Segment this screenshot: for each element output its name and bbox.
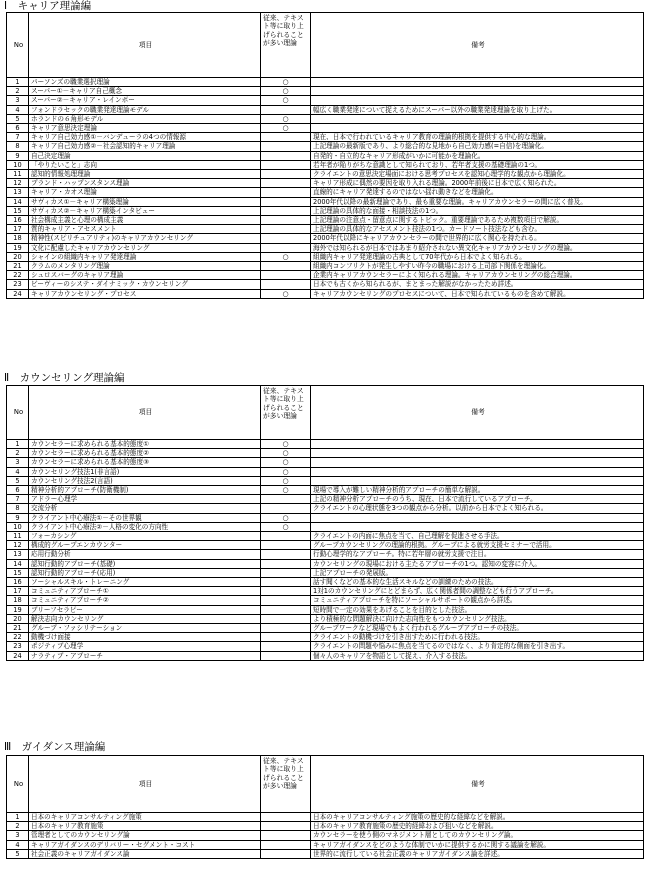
- row-item: 構成的グループエンカウンター: [29, 541, 261, 550]
- table-row: [7, 568, 644, 577]
- section-2-table: [6, 385, 644, 661]
- section-2-rows: [7, 440, 644, 661]
- section-2-title: Ⅱ カウンセリング理論編: [4, 372, 125, 384]
- section-1-table: [6, 12, 644, 299]
- row-item: ナラティブ・アプローチ: [29, 651, 261, 660]
- row-no: 12: [7, 179, 29, 188]
- row-no: 7: [7, 133, 29, 142]
- section-1-rows: [7, 78, 644, 299]
- table-row: [7, 522, 644, 531]
- row-no: 5: [7, 476, 29, 485]
- row-item: ポジティブ心理学: [29, 642, 261, 651]
- row-flag-mark: ○: [261, 252, 311, 261]
- row-note: クライエントの意思決定場面における思考プロセスを認知心理学的な観点から理論化。: [311, 170, 644, 179]
- table-row: [7, 840, 644, 849]
- row-flag-mark: ○: [261, 449, 311, 458]
- row-note: コミュニティアプローチを特にソーシャルサポートの観点から詳述。: [311, 596, 644, 605]
- row-no: 19: [7, 605, 29, 614]
- row-no: 19: [7, 243, 29, 252]
- row-note: [311, 467, 644, 476]
- table-row: [7, 160, 644, 169]
- table-row: [7, 124, 644, 133]
- row-item: 認知的情報処理理論: [29, 170, 261, 179]
- header-flag: 従来、テキスト等に取り上げられることが多い理論: [261, 13, 311, 78]
- table-row: [7, 614, 644, 623]
- row-item: コミュニティアプローチ②: [29, 596, 261, 605]
- table-row: [7, 289, 644, 298]
- row-note: [311, 124, 644, 133]
- row-item: カウンセリング技法1(非言語): [29, 467, 261, 476]
- table-row: [7, 849, 644, 858]
- header-note: 備考: [311, 386, 644, 440]
- row-no: 16: [7, 578, 29, 587]
- row-no: 10: [7, 522, 29, 531]
- row-note: 上記アプローチの発展版。: [311, 568, 644, 577]
- row-note: [311, 78, 644, 87]
- table-row: [7, 458, 644, 467]
- section-1-title: Ⅰ キャリア理論編: [4, 0, 92, 12]
- row-flag-mark: [261, 849, 311, 858]
- row-flag-mark: ○: [261, 458, 311, 467]
- row-item: キャリア意思決定理論: [29, 124, 261, 133]
- table-row: [7, 440, 644, 449]
- table-row: [7, 813, 644, 822]
- row-flag-mark: [261, 633, 311, 642]
- row-item: クラムのメンタリング理論: [29, 262, 261, 271]
- table-row: [7, 105, 644, 114]
- row-note: 上記理論の具体的な面接・相談技法の1つ。: [311, 206, 644, 215]
- row-item: 日本のキャリアコンサルティング施策: [29, 813, 261, 822]
- row-note: 組織内キャリア発達理論の古典として70年代から日本でよく知られる。: [311, 252, 644, 261]
- row-item: ブリーフセラピー: [29, 605, 261, 614]
- row-note: 2000年代以降にキャリアカウンセラーの間で世界的に広く関心を持たれる。: [311, 234, 644, 243]
- row-no: 23: [7, 280, 29, 289]
- row-no: 22: [7, 633, 29, 642]
- row-flag-mark: ○: [261, 87, 311, 96]
- row-note: 日本のキャリアコンサルティング施策の歴史的な経緯などを解説。: [311, 813, 644, 822]
- row-flag-mark: [261, 578, 311, 587]
- header-item: 項目: [29, 756, 261, 813]
- row-note: 世界的に流行している社会正義のキャリアガイダンス論を詳述。: [311, 849, 644, 858]
- row-flag-mark: [261, 651, 311, 660]
- table-row: [7, 532, 644, 541]
- table-row: [7, 596, 644, 605]
- row-note: [311, 96, 644, 105]
- row-note: 幅広く職業発達について捉えるためにスーパー以外の職業発達理論を取り上げた。: [311, 105, 644, 114]
- row-note: 短時間で一定の効果をあげることを目的とした技法。: [311, 605, 644, 614]
- row-note: 現在、日本で行われているキャリア教育の理論的根拠を提供する中心的な理論。: [311, 133, 644, 142]
- row-note: 自発的・自立的なキャリア形成がいかに可能かを理論化。: [311, 151, 644, 160]
- row-flag-mark: [261, 495, 311, 504]
- row-no: 4: [7, 105, 29, 114]
- row-note: 組織内コンフリクトが発生しやすい昨今の職場における上司部下関係を理論化。: [311, 262, 644, 271]
- row-item: グループ・ファシリテーション: [29, 624, 261, 633]
- row-flag-mark: [261, 142, 311, 151]
- row-flag-mark: [261, 262, 311, 271]
- row-note: グループカウンセリングの理論的根拠。グループによる就労支援セミナーで活用。: [311, 541, 644, 550]
- row-no: 15: [7, 206, 29, 215]
- row-flag-mark: [261, 225, 311, 234]
- table-row: [7, 449, 644, 458]
- row-note: [311, 522, 644, 531]
- row-flag-mark: [261, 840, 311, 849]
- row-item: クライアント中心療法②－人格の変化の方向性: [29, 522, 261, 531]
- row-note: キャリアガイダンスをどのような体制でいかに提供するかに関する議論を解説。: [311, 840, 644, 849]
- row-flag-mark: ○: [261, 124, 311, 133]
- row-no: 1: [7, 813, 29, 822]
- row-note: 2000年代以降の最新理論であり、最も重要な理論。キャリアカウンセラーの間に広く普及。: [311, 197, 644, 206]
- row-flag-mark: [261, 568, 311, 577]
- row-no: 13: [7, 188, 29, 197]
- row-note: 現場で導入が難しい精神分析的アプローチの簡単な解説。: [311, 486, 644, 495]
- row-note: 行動心理学的なアプローチ。特に若年層の就労支援で注目。: [311, 550, 644, 559]
- row-item: 社会構成主義と心理の構成主義: [29, 216, 261, 225]
- row-no: 12: [7, 541, 29, 550]
- row-item: 「やりたいこと」志向: [29, 160, 261, 169]
- row-no: 3: [7, 458, 29, 467]
- row-no: 7: [7, 495, 29, 504]
- row-item: コミュニティアプローチ①: [29, 587, 261, 596]
- row-no: 1: [7, 78, 29, 87]
- table-row: [7, 206, 644, 215]
- table-row: [7, 642, 644, 651]
- row-note: 話す聞くなどの基本的な生活スキルなどの訓練のための技法。: [311, 578, 644, 587]
- row-no: 2: [7, 87, 29, 96]
- row-item: サヴィカス②－キャリア構築インタビュー: [29, 206, 261, 215]
- table-row: [7, 170, 644, 179]
- row-item: 交流分析: [29, 504, 261, 513]
- table-row: [7, 271, 644, 280]
- row-flag-mark: [261, 822, 311, 831]
- row-flag-mark: [261, 813, 311, 822]
- row-item: アドラー心理学: [29, 495, 261, 504]
- row-no: 20: [7, 614, 29, 623]
- header-flag: 従来、テキスト等に取り上げられることが多い理論: [261, 756, 311, 813]
- row-note: 上記の精神分析アプローチのうち、現在、日本で流行しているアプローチ。: [311, 495, 644, 504]
- row-flag-mark: [261, 541, 311, 550]
- row-note: 企業内キャリアカウンセラーによく知られる理論。キャリアカウンセリングの総合理論。: [311, 271, 644, 280]
- row-no: 22: [7, 271, 29, 280]
- row-flag-mark: [261, 605, 311, 614]
- table-row: [7, 87, 644, 96]
- header-note: 備考: [311, 13, 644, 78]
- row-flag-mark: [261, 179, 311, 188]
- row-item: クライアント中心療法①－その世界観: [29, 513, 261, 522]
- table-row: [7, 513, 644, 522]
- row-item: カウンセラーに求められる基本的態度③: [29, 458, 261, 467]
- row-flag-mark: [261, 587, 311, 596]
- row-no: 5: [7, 849, 29, 858]
- table-row: [7, 467, 644, 476]
- row-no: 6: [7, 486, 29, 495]
- row-flag-mark: [261, 188, 311, 197]
- table-row: [7, 133, 644, 142]
- row-item: プランド・ハップンスタンス理論: [29, 179, 261, 188]
- row-note: カウンセリングの現場における主たるアプローチの1つ。認知の変容に介入。: [311, 559, 644, 568]
- row-note: 上記理論の注意点・留意点に関するトピック。重要理論であるため複数項目で解説。: [311, 216, 644, 225]
- header-flag: 従来、テキスト等に取り上げられることが多い理論: [261, 386, 311, 440]
- row-flag-mark: [261, 559, 311, 568]
- row-note: カウンセラーを使う側のマネジメント層としてのカウンセリング論。: [311, 831, 644, 840]
- table-row: [7, 179, 644, 188]
- header-no: No: [7, 386, 29, 440]
- row-flag-mark: ○: [261, 467, 311, 476]
- row-no: 17: [7, 225, 29, 234]
- row-item: パーソンズの職業選択理論: [29, 78, 261, 87]
- row-item: 応用行動分析: [29, 550, 261, 559]
- row-note: [311, 87, 644, 96]
- table-row: [7, 243, 644, 252]
- row-no: 8: [7, 504, 29, 513]
- row-no: 3: [7, 831, 29, 840]
- row-no: 11: [7, 170, 29, 179]
- row-item: ビーヴィーのシステ・ダイナミック・カウンセリング: [29, 280, 261, 289]
- row-item: カウンセリング技法2(言語): [29, 476, 261, 485]
- table-row: [7, 559, 644, 568]
- header-note: 備考: [311, 756, 644, 813]
- table-row: [7, 651, 644, 660]
- row-no: 5: [7, 114, 29, 123]
- row-no: 4: [7, 840, 29, 849]
- row-item: 精神分析的アプローチ(防衛機制): [29, 486, 261, 495]
- table-row: [7, 96, 644, 105]
- row-item: 認知行動的アプローチ(応用): [29, 568, 261, 577]
- table-row: [7, 476, 644, 485]
- row-no: 8: [7, 142, 29, 151]
- row-note: [311, 114, 644, 123]
- row-no: 9: [7, 513, 29, 522]
- row-note: 日本のキャリア教育施策の歴史的経緯および狙いなどを解説。: [311, 822, 644, 831]
- table-row: [7, 114, 644, 123]
- header-item: 項目: [29, 386, 261, 440]
- section-3-title: Ⅲ ガイダンス理論編: [4, 741, 106, 753]
- row-item: キャリア自己効力感①－バンデューラの4つの情報源: [29, 133, 261, 142]
- row-flag-mark: [261, 280, 311, 289]
- row-no: 18: [7, 596, 29, 605]
- table-row: [7, 624, 644, 633]
- row-note: 上記理論の具体的なアセスメント技法の1つ。カードソート技法なども含む。: [311, 225, 644, 234]
- table-row: [7, 78, 644, 87]
- table-row: [7, 541, 644, 550]
- row-note: より積極的な問題解決に向けた志向性をもつカウンセリング技法。: [311, 614, 644, 623]
- row-note: 海外では知られるが日本ではあまり紹介されない異文化キャリアカウンセリングの理論。: [311, 243, 644, 252]
- row-note: [311, 513, 644, 522]
- row-note: [311, 458, 644, 467]
- row-flag-mark: [261, 831, 311, 840]
- table-row: [7, 822, 644, 831]
- row-flag-mark: [261, 151, 311, 160]
- row-flag-mark: [261, 197, 311, 206]
- row-item: スーパー②－キャリア・レインボー: [29, 96, 261, 105]
- row-no: 9: [7, 151, 29, 160]
- row-no: 24: [7, 289, 29, 298]
- row-flag-mark: ○: [261, 522, 311, 531]
- row-no: 1: [7, 440, 29, 449]
- row-note: 個々人のキャリアを物語として捉え、介入する技法。: [311, 651, 644, 660]
- table-row: [7, 188, 644, 197]
- row-no: 14: [7, 559, 29, 568]
- row-note: 1対1のカウンセリングにとどまらず、広く関係者間の調整なども行うアプローチ。: [311, 587, 644, 596]
- row-item: 認知行動的アプローチ(基礎): [29, 559, 261, 568]
- table-row: [7, 225, 644, 234]
- row-no: 21: [7, 624, 29, 633]
- row-note: [311, 449, 644, 458]
- row-note: [311, 440, 644, 449]
- table-row: [7, 280, 644, 289]
- row-item: キャリアガイダンスのデリバリー・セグメント・コスト: [29, 840, 261, 849]
- row-flag-mark: [261, 105, 311, 114]
- row-no: 4: [7, 467, 29, 476]
- table-row: [7, 587, 644, 596]
- row-item: カウンセラーに求められる基本的態度①: [29, 440, 261, 449]
- row-item: フォンドラセックの職業発達理論モデル: [29, 105, 261, 114]
- row-item: カウンセラーに求められる基本的態度②: [29, 449, 261, 458]
- row-item: シュロスバーグのキャリア理論: [29, 271, 261, 280]
- row-flag-mark: [261, 271, 311, 280]
- row-item: キャリア・カオス理論: [29, 188, 261, 197]
- table-row: [7, 504, 644, 513]
- row-no: 11: [7, 532, 29, 541]
- row-item: 社会正義のキャリアガイダンス論: [29, 849, 261, 858]
- row-flag-mark: [261, 243, 311, 252]
- table-row: [7, 234, 644, 243]
- row-flag-mark: ○: [261, 513, 311, 522]
- row-flag-mark: [261, 216, 311, 225]
- row-note: 若年者が陥りがちな意識として知られており、若年者支援の基礎理論の1つ。: [311, 160, 644, 169]
- row-flag-mark: [261, 170, 311, 179]
- row-flag-mark: ○: [261, 486, 311, 495]
- row-no: 18: [7, 234, 29, 243]
- section-3-rows: [7, 813, 644, 859]
- row-note: 日本でも古くから知られるが、まとまった解説がなかったため詳述。: [311, 280, 644, 289]
- row-item: フォーカシング: [29, 532, 261, 541]
- row-note: 上記理論の最新版であり、より総合的な見地から自己効力感(=自信)を理論化。: [311, 142, 644, 151]
- row-flag-mark: ○: [261, 96, 311, 105]
- row-no: 24: [7, 651, 29, 660]
- row-flag-mark: [261, 550, 311, 559]
- row-note: クライエントの動機づけを引き出すために行われる技法。: [311, 633, 644, 642]
- table-row: [7, 486, 644, 495]
- row-item: 動機づけ面接: [29, 633, 261, 642]
- row-flag-mark: [261, 160, 311, 169]
- row-flag-mark: [261, 642, 311, 651]
- row-no: 14: [7, 197, 29, 206]
- row-flag-mark: [261, 614, 311, 623]
- row-item: 文化に配慮したキャリアカウンセリング: [29, 243, 261, 252]
- row-flag-mark: ○: [261, 476, 311, 485]
- row-item: ソーシャルスキル・トレーニング: [29, 578, 261, 587]
- row-flag-mark: [261, 532, 311, 541]
- row-note: クライエントの内面に焦点を当て、自己理解を促進させる手法。: [311, 532, 644, 541]
- row-note: 直線的にキャリア発達するのではない揺れ動きなどを理論化。: [311, 188, 644, 197]
- row-note: キャリア形成に偶然の要因を取り入れる理論。2000年前後に日本で広く知られた。: [311, 179, 644, 188]
- row-item: 精神性(スピリチュアリティ)のキャリアカウンセリング: [29, 234, 261, 243]
- table-row: [7, 151, 644, 160]
- row-no: 10: [7, 160, 29, 169]
- header-no: No: [7, 756, 29, 813]
- row-flag-mark: [261, 624, 311, 633]
- table-row: [7, 605, 644, 614]
- row-note: グループワークなど現場でもよく行われるグループアプローチの技法。: [311, 624, 644, 633]
- row-note: クライエントの心理状態を3つの観点から分析。以前から日本でよく知られる。: [311, 504, 644, 513]
- row-flag-mark: [261, 504, 311, 513]
- row-item: 解決志向カウンセリング: [29, 614, 261, 623]
- row-flag-mark: [261, 206, 311, 215]
- row-no: 6: [7, 124, 29, 133]
- table-row: [7, 262, 644, 271]
- row-no: 13: [7, 550, 29, 559]
- header-no: No: [7, 13, 29, 78]
- row-item: シャインの組織内キャリア発達理論: [29, 252, 261, 261]
- row-note: クライエントの問題や悩みに焦点を当てるのではなく、より肯定的な側面を引き出す。: [311, 642, 644, 651]
- row-note: キャリアカウンセリングのプロセスについて、日本で知られているものを含めて解説。: [311, 289, 644, 298]
- row-item: 自己決定理論: [29, 151, 261, 160]
- row-flag-mark: [261, 596, 311, 605]
- row-item: キャリア自己効力感②－社会認知的キャリア理論: [29, 142, 261, 151]
- row-item: 質的キャリア・アセスメント: [29, 225, 261, 234]
- row-flag-mark: ○: [261, 440, 311, 449]
- table-row: [7, 216, 644, 225]
- row-item: 管理者としてのカウンセリング論: [29, 831, 261, 840]
- table-row: [7, 831, 644, 840]
- row-item: キャリアカウンセリング・プロセス: [29, 289, 261, 298]
- row-no: 16: [7, 216, 29, 225]
- section-3-table: [6, 755, 644, 859]
- row-no: 23: [7, 642, 29, 651]
- row-flag-mark: ○: [261, 289, 311, 298]
- row-flag-mark: ○: [261, 114, 311, 123]
- row-item: ホランドの６角形モデル: [29, 114, 261, 123]
- row-no: 2: [7, 822, 29, 831]
- table-row: [7, 142, 644, 151]
- row-no: 15: [7, 568, 29, 577]
- table-row: [7, 252, 644, 261]
- row-item: 日本のキャリア教育施策: [29, 822, 261, 831]
- table-row: [7, 578, 644, 587]
- row-no: 21: [7, 262, 29, 271]
- row-flag-mark: [261, 133, 311, 142]
- table-row: [7, 550, 644, 559]
- table-row: [7, 633, 644, 642]
- row-item: スーパー①－キャリア自己概念: [29, 87, 261, 96]
- header-item: 項目: [29, 13, 261, 78]
- row-no: 3: [7, 96, 29, 105]
- row-no: 2: [7, 449, 29, 458]
- row-no: 17: [7, 587, 29, 596]
- table-row: [7, 197, 644, 206]
- row-item: サヴィカス①－キャリア構築理論: [29, 197, 261, 206]
- row-no: 20: [7, 252, 29, 261]
- row-flag-mark: [261, 234, 311, 243]
- row-note: [311, 476, 644, 485]
- table-row: [7, 495, 644, 504]
- row-flag-mark: ○: [261, 78, 311, 87]
